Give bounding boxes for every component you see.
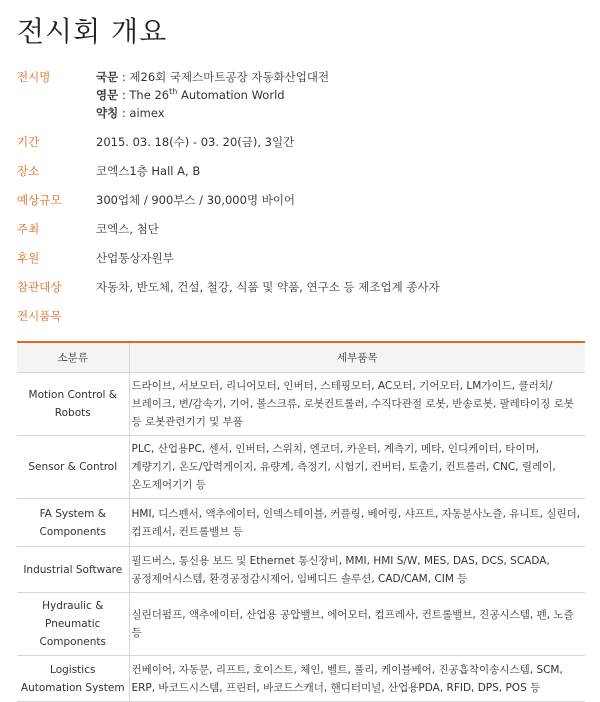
label-exhibition-name: 전시명	[17, 70, 51, 84]
korean-name: 국문 : 제26회 국제스마트공장 자동화산업대전	[96, 70, 330, 84]
page-title: 전시회 개요	[17, 15, 168, 48]
value-period: 2015. 03. 18(수) - 03. 20(금), 3일간	[96, 135, 295, 149]
row-category: Motion Control & Robots	[17, 373, 129, 436]
exhibition-items-table	[17, 341, 585, 702]
label-sponsor: 후원	[17, 251, 40, 265]
row-details: 드라이브, 서보모터, 리니어모터, 인버터, 스테핑모터, AC모터, 기어모터, LM가이드, 클러치/브레이크, 변/감속기, 기어, 볼스크류, 로봇컨트롤러, 수직다관절 로봇, 반송로봇, 팔레타이징 로봇 등 로봇관련기기 및 부품	[129, 373, 585, 436]
row-details: PLC, 산업용PC, 센서, 인버터, 스위치, 엔코더, 카운터, 계측기, 메타, 인디케이터, 타이머, 계량기기, 온도/압력게이지, 유량계, 측정기, 시험기, 컨버터, 토출기, 컨트롤러, CNC, 릴레이, 온도제어기기 등	[129, 436, 585, 499]
value-sponsor: 산업통상자원부	[96, 251, 174, 265]
table-header-row	[17, 342, 585, 373]
row-category: Hydraulic & Pneumatic Components	[17, 593, 129, 656]
row-details: HMI, 디스펜서, 액추에이터, 인덱스테이블, 커플링, 베어링, 샤프트, 자동분사노즐, 유니트, 실린더, 컴프레서, 컨트롤밸브 등	[129, 499, 585, 547]
row-details: 필드버스, 통신용 보드 및 Ethernet 통신장비, MMI, HMI S/W, MES, DAS, DCS, SCADA, 공정제어시스템, 환경공정감시제어, 임베디드 솔루션, CAD/CAM, CIM 등	[129, 547, 585, 593]
header-subcategory: 소분류	[17, 342, 129, 373]
row-category: FA System & Components	[17, 499, 129, 547]
table-row	[17, 373, 585, 436]
label-exhibition-items: 전시품목	[17, 309, 62, 323]
value-scale: 300업체 / 900부스 / 30,000명 바이어	[96, 193, 296, 207]
value-organizer: 코엑스, 첨단	[96, 222, 159, 236]
row-category: Industrial Software	[17, 547, 129, 593]
header-detail-items: 세부품목	[129, 342, 585, 373]
value-exhibition-name	[96, 68, 329, 122]
table-row	[17, 547, 585, 593]
label-scale: 예상규모	[17, 193, 62, 207]
row-category: Logistics Automation System	[17, 656, 129, 702]
value-visitors: 자동차, 반도체, 건설, 철강, 식품 및 약품, 연구소 등 제조업계 종사자	[96, 280, 440, 294]
value-venue: 코엑스1층 Hall A, B	[96, 164, 201, 178]
row-details: 컨베이어, 자동문, 리프트, 호이스트, 체인, 벨트, 풀리, 케이블베어, 진공흡착이송시스템, SCM, ERP, 바코드시스템, 프린터, 바코드스캐너, 핸디터미널, 산업용PDA, RFID, DPS, POS 등	[129, 656, 585, 702]
label-organizer: 주최	[17, 222, 40, 236]
label-visitors: 참관대상	[17, 280, 62, 294]
label-venue: 장소	[17, 164, 40, 178]
table-row	[17, 499, 585, 547]
table-row	[17, 436, 585, 499]
row-category: Sensor & Control	[17, 436, 129, 499]
abbreviation: 약칭 : aimex	[96, 106, 165, 120]
row-details: 실린더펌프, 액추에이터, 산업용 공압밸브, 에어모터, 컴프레사, 컨트롤밸브, 진공시스템, 펜, 노즐 등	[129, 593, 585, 656]
table-row	[17, 593, 585, 656]
table-row	[17, 656, 585, 702]
english-name: 영문 : The 26th Automation World	[96, 87, 285, 102]
label-period: 기간	[17, 135, 40, 149]
